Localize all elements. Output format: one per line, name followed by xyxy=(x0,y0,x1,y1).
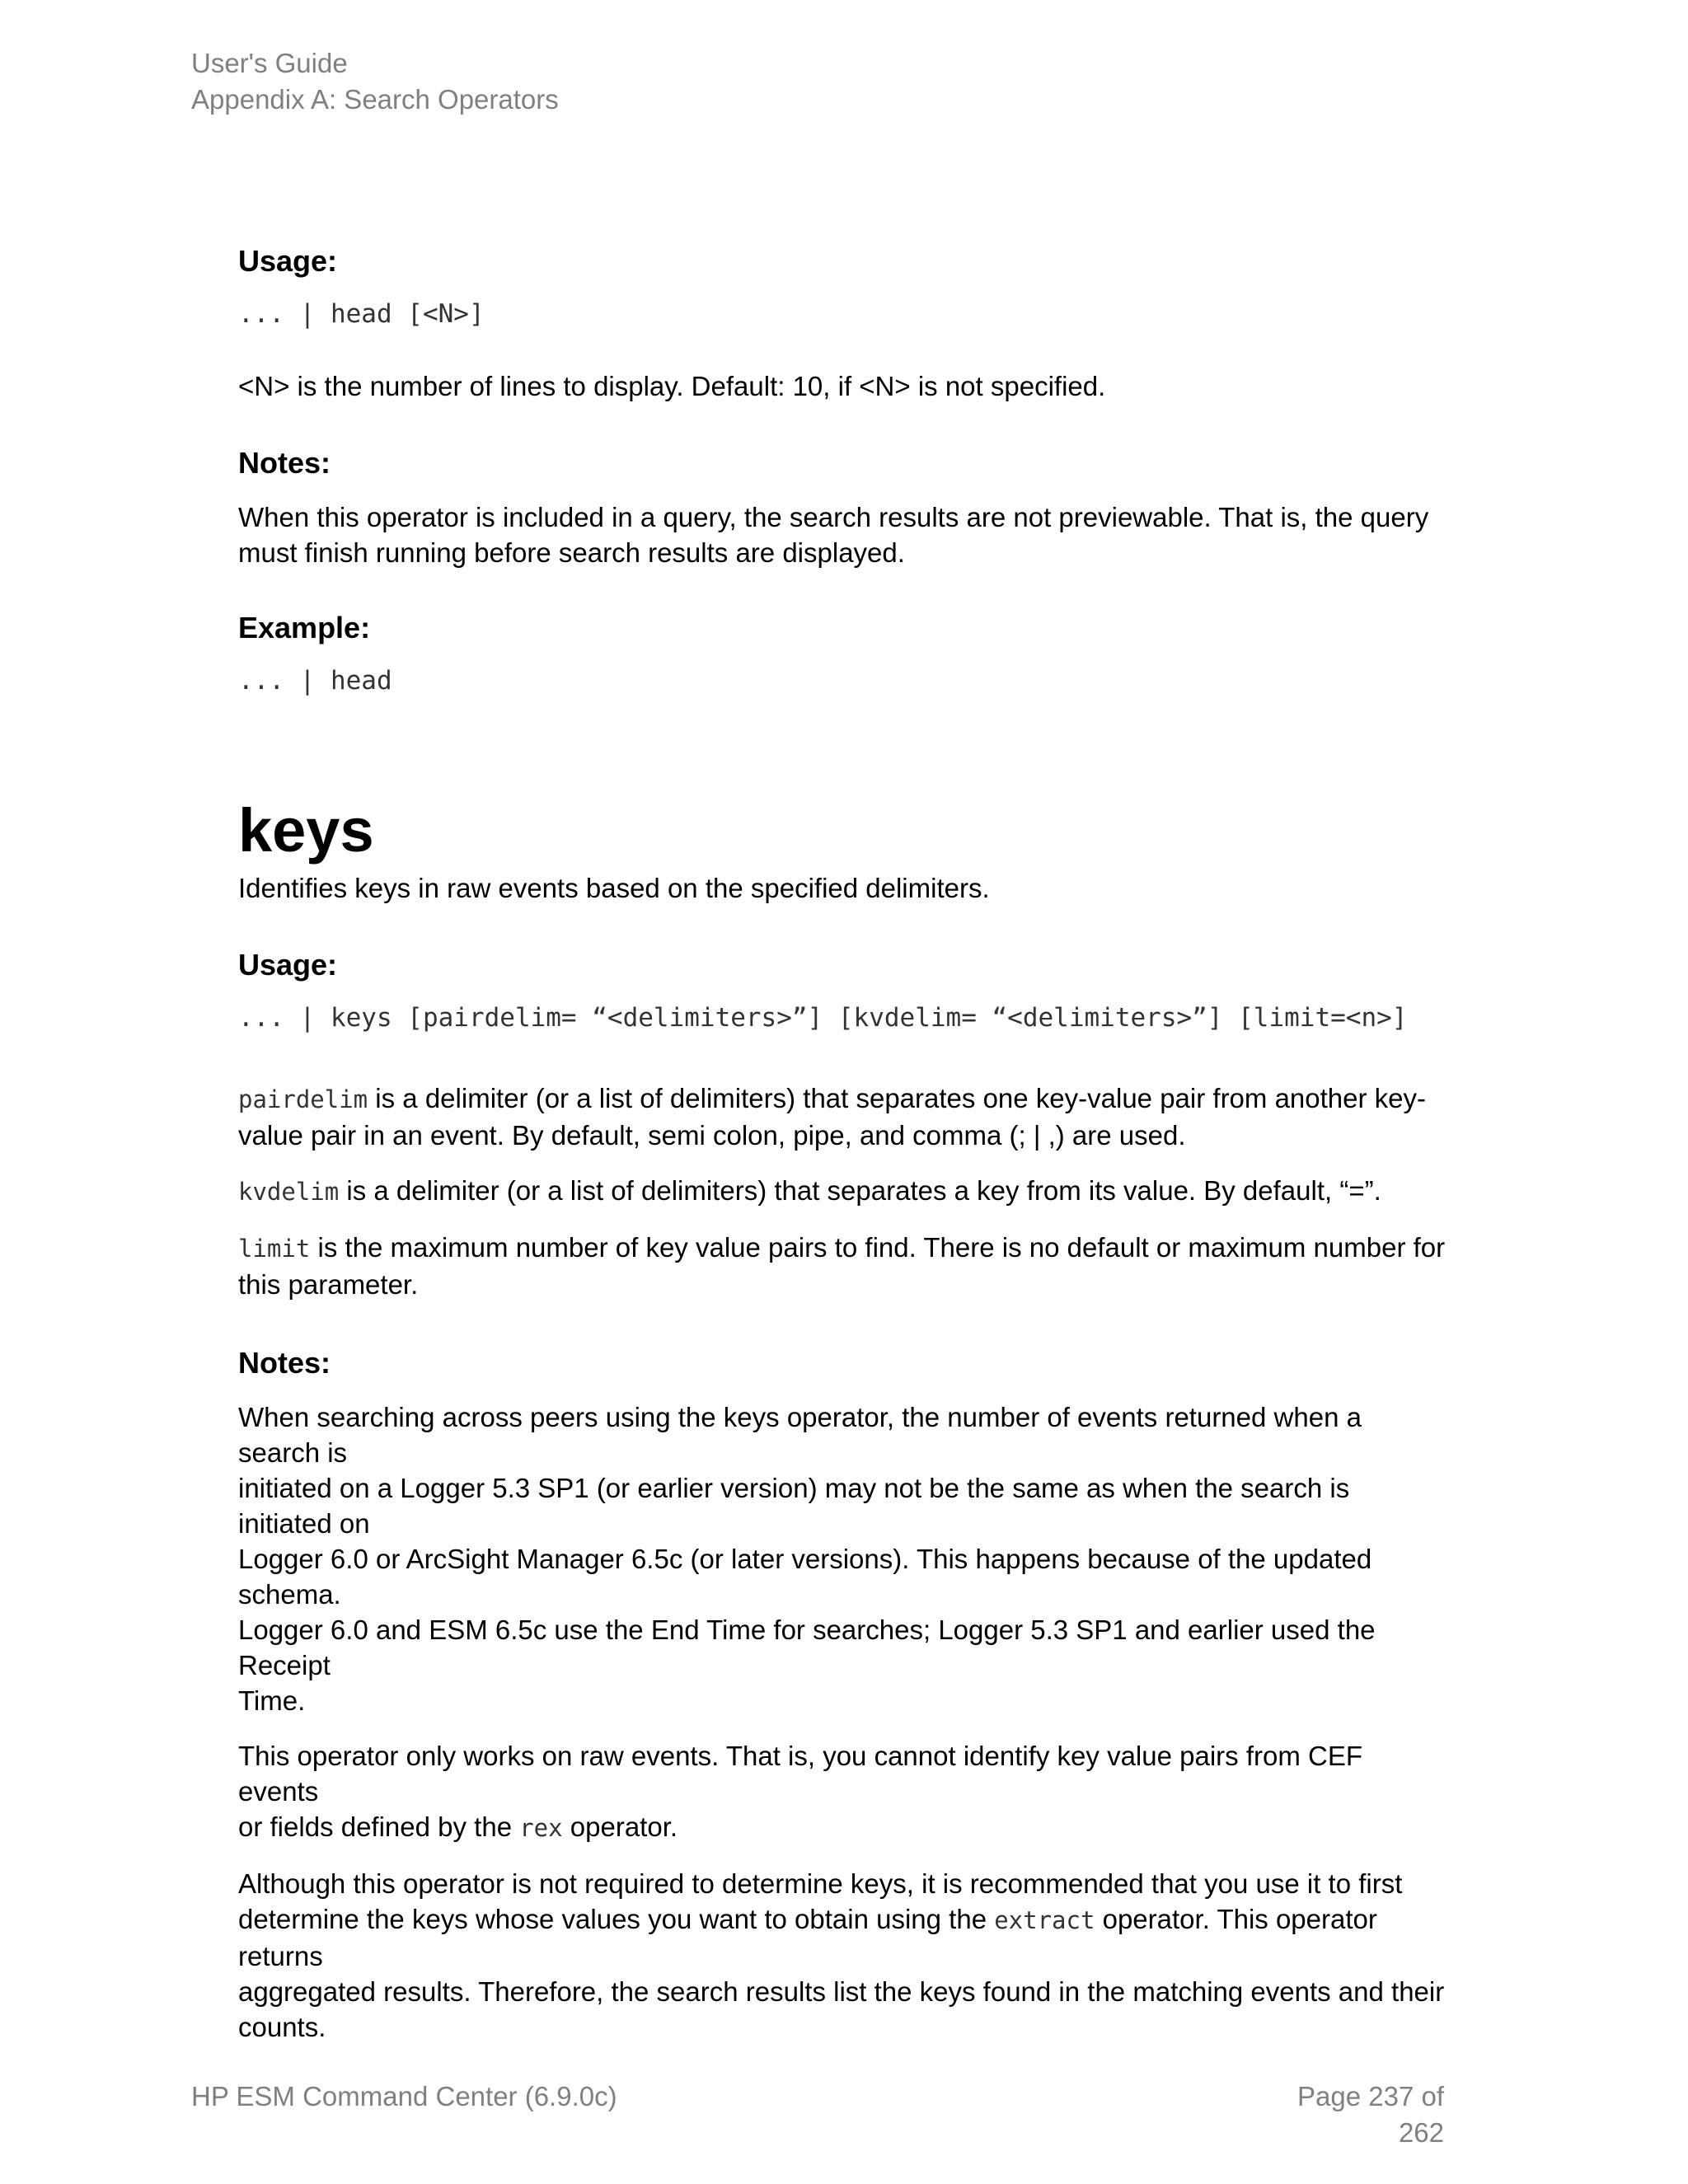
head-notes-heading: Notes: xyxy=(238,446,331,480)
kvdelim-term: kvdelim xyxy=(238,1178,340,1206)
keys-usage-heading: Usage: xyxy=(238,948,338,982)
keys-title: keys xyxy=(238,796,374,865)
text-line: value pair in an event. By default, semi colon, pipe, and comma (; | ,) are used. xyxy=(238,1120,1186,1151)
limit-description xyxy=(238,1230,1450,1302)
footer-product-name: HP ESM Command Center (6.9.0c) xyxy=(191,2081,617,2111)
extract-operator-code: extract xyxy=(994,1906,1095,1934)
text-line: operator. xyxy=(562,1811,678,1842)
page-header xyxy=(191,45,559,118)
keys-notes-paragraph-3 xyxy=(238,1866,1450,2045)
text-line: must finish running before search results are displayed. xyxy=(238,537,905,568)
text-line: When searching across peers using the keys operator, the number of events returned when a search is xyxy=(238,1402,1362,1468)
text-line: aggregated results. Therefore, the search results list the keys found in the matching events and their xyxy=(238,1976,1445,2007)
text-line: Although this operator is not required to determine keys, it is recommended that you use it to first xyxy=(238,1868,1403,1899)
head-usage-code: ... | head [<N>] xyxy=(238,299,485,329)
keys-description: Identifies keys in raw events based on the specified delimiters. xyxy=(238,873,990,903)
text-line: counts. xyxy=(238,2012,326,2042)
text-line: initiated on a Logger 5.3 SP1 (or earlier version) may not be the same as when the search is initiated on xyxy=(238,1473,1350,1539)
head-usage-heading: Usage: xyxy=(238,244,338,278)
limit-term: limit xyxy=(238,1235,311,1263)
pairdelim-term: pairdelim xyxy=(238,1085,368,1113)
text-line: When this operator is included in a query, the search results are not previewable. That is, the query xyxy=(238,502,1429,532)
text-line: or fields defined by the xyxy=(238,1811,520,1842)
pairdelim-description xyxy=(238,1080,1450,1153)
head-example-code: ... | head xyxy=(238,666,392,696)
text-line: Logger 6.0 and ESM 6.5c use the End Time for searches; Logger 5.3 SP1 and earlier used the Receipt xyxy=(238,1615,1376,1680)
text-line: operator. This operator returns xyxy=(238,1904,1377,1971)
rex-operator-code: rex xyxy=(519,1814,563,1842)
head-notes-text xyxy=(238,499,1450,570)
header-chapter-title: Appendix A: Search Operators xyxy=(191,84,559,115)
head-param-description: <N> is the number of lines to display. Default: 10, if <N> is not specified. xyxy=(238,371,1106,401)
text-line: Time. xyxy=(238,1685,306,1716)
keys-notes-heading: Notes: xyxy=(238,1346,331,1380)
keys-notes-paragraph-1 xyxy=(238,1399,1450,1718)
keys-usage-code: ... | keys [pairdelim= “<delimiters>”] [kvdelim= “<delimiters>”] [limit=<n>] xyxy=(238,1003,1408,1033)
text-line: is a delimiter (or a list of delimiters) that separates a key from its value. By default, “=”. xyxy=(339,1175,1381,1206)
text-line: Logger 6.0 or ArcSight Manager 6.5c (or later versions). This happens because of the updated schema. xyxy=(238,1544,1372,1610)
text-line: is a delimiter (or a list of delimiters) that separates one key-value pair from another key- xyxy=(368,1083,1426,1113)
text-line: determine the keys whose values you want to obtain using the xyxy=(238,1904,995,1934)
kvdelim-description xyxy=(238,1173,1450,1210)
text-line: This operator only works on raw events. That is, you cannot identify key value pairs from CEF events xyxy=(238,1741,1362,1807)
text-line: is the maximum number of key value pairs to find. There is no default or maximum number for xyxy=(310,1232,1446,1263)
footer-page-number: Page 237 of 262 xyxy=(1297,2081,1444,2148)
head-example-heading: Example: xyxy=(238,611,371,644)
header-guide-title: User's Guide xyxy=(191,48,348,78)
keys-notes-paragraph-2 xyxy=(238,1738,1450,1846)
page-content xyxy=(238,243,1450,2045)
text-line: this parameter. xyxy=(238,1269,419,1300)
